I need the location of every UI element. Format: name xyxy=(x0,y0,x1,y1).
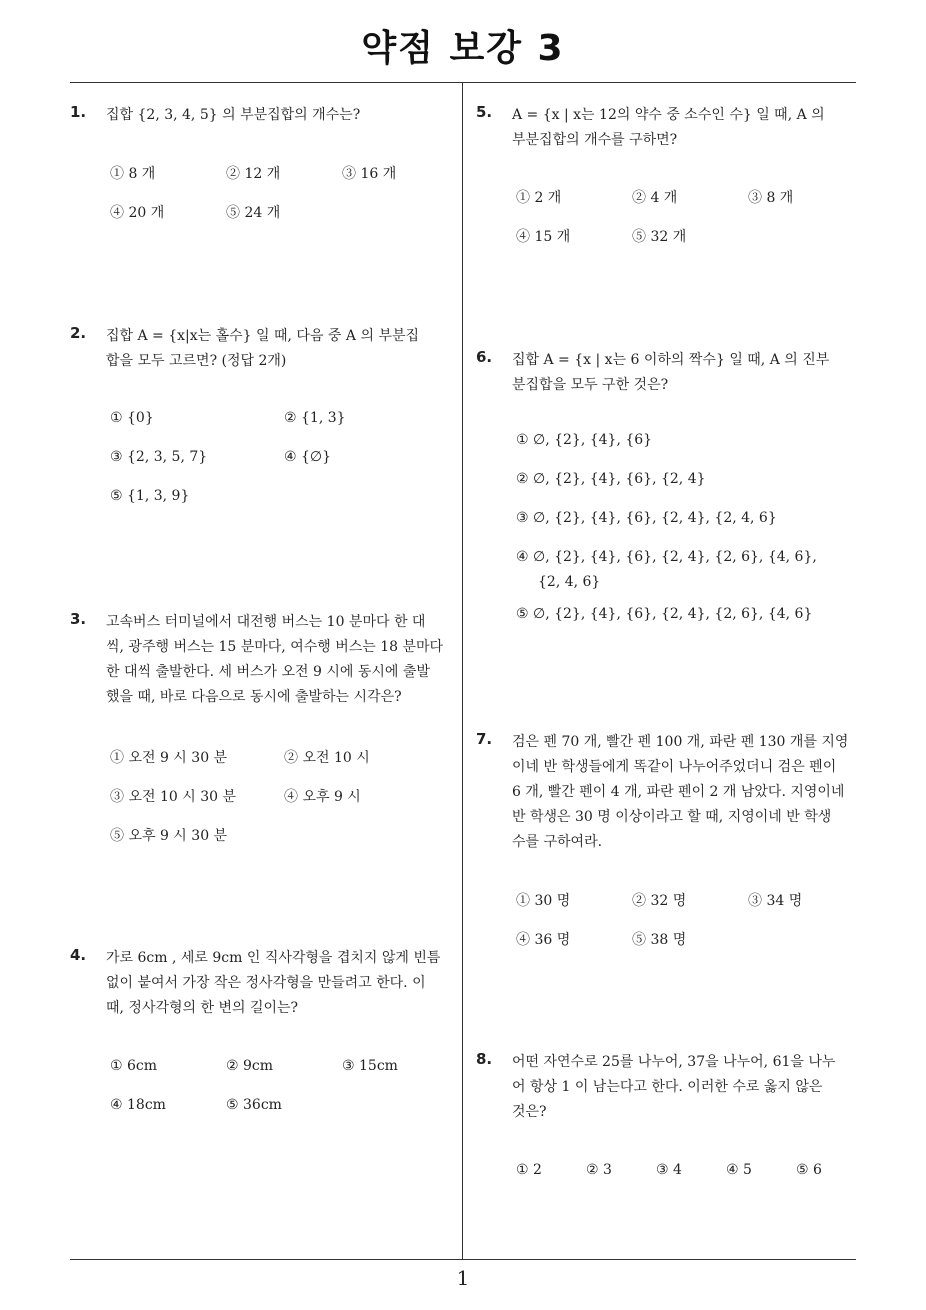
option-text: 24 개 xyxy=(244,205,281,221)
option-text: 4 xyxy=(673,1162,682,1178)
question-line: 합을 모두 고르면? (정답 2개) xyxy=(106,353,287,369)
page-title: 약점 보강 3 xyxy=(361,28,565,69)
question-line: 분집합을 모두 구한 것은? xyxy=(512,377,669,393)
option-text: 18cm xyxy=(127,1097,166,1113)
question-text xyxy=(106,610,443,710)
option-mark: ① xyxy=(110,1058,123,1074)
option-text: 오전 10 시 xyxy=(302,750,370,766)
option-text: 12 개 xyxy=(244,166,281,182)
option-mark: ④ xyxy=(726,1162,739,1178)
option-text: {∅} xyxy=(301,449,332,465)
option-text: 5 xyxy=(743,1162,752,1178)
option-mark: ② xyxy=(516,471,529,487)
option-1[interactable] xyxy=(110,163,155,183)
option-mark: ④ xyxy=(284,789,298,805)
option-text: ∅, {2}, {4}, {6}, {2, 4}, {2, 6}, {4, 6}, xyxy=(533,549,817,565)
option-mark: ③ xyxy=(342,166,356,182)
option-mark: ⑤ xyxy=(796,1162,809,1178)
page-number: 1 xyxy=(456,1266,470,1290)
option-1[interactable] xyxy=(516,890,570,910)
option-text: {1, 3, 9} xyxy=(127,488,190,504)
question-line: 한 대씩 출발한다. 세 버스가 오전 9 시에 동시에 출발 xyxy=(106,664,430,680)
option-text: 오후 9 시 30 분 xyxy=(128,828,228,844)
option-text: 16 개 xyxy=(360,166,397,182)
option-mark: ② xyxy=(226,166,240,182)
question-number: 1. xyxy=(70,103,87,121)
question-line: 집합 {2, 3, 4, 5} 의 부분집합의 개수는? xyxy=(106,107,361,123)
option-text: {2, 3, 5, 7} xyxy=(127,449,208,465)
option-text: 32 개 xyxy=(650,229,687,245)
question-line: 검은 펜 70 개, 빨간 펜 100 개, 파란 펜 130 개를 지영 xyxy=(512,734,849,750)
option-3[interactable] xyxy=(342,163,396,183)
option-5[interactable] xyxy=(226,202,280,222)
header-rule xyxy=(70,82,856,83)
option-mark: ③ xyxy=(110,789,124,805)
option-4[interactable] xyxy=(516,929,570,949)
option-4[interactable] xyxy=(284,786,361,806)
option-mark: ⑤ xyxy=(632,932,646,948)
option-text: 20 개 xyxy=(128,205,165,221)
question-line: 집합 A = {x|x는 홀수} 일 때, 다음 중 A 의 부분집 xyxy=(106,328,420,344)
option-3[interactable] xyxy=(748,890,802,910)
question-line: 어떤 자연수로 25를 나누어, 37을 나누어, 61을 나누 xyxy=(512,1054,836,1070)
option-mark: ⑤ xyxy=(110,828,124,844)
option-2[interactable] xyxy=(284,410,346,426)
option-1[interactable] xyxy=(516,432,652,448)
option-mark: ⑤ xyxy=(632,229,646,245)
question-line: 집합 A = {x | x는 6 이하의 짝수} 일 때, A 의 진부 xyxy=(512,352,830,368)
question-number: 7. xyxy=(476,730,493,748)
question-number: 3. xyxy=(70,610,87,628)
option-mark: ② xyxy=(226,1058,239,1074)
option-4[interactable] xyxy=(516,549,817,565)
option-mark: ② xyxy=(632,190,646,206)
option-text: 15 개 xyxy=(534,229,571,245)
option-4[interactable] xyxy=(726,1162,752,1178)
question-line: 것은? xyxy=(512,1104,547,1120)
option-text: 오전 9 시 30 분 xyxy=(128,750,228,766)
question-number: 8. xyxy=(476,1050,493,1068)
option-mark: ④ xyxy=(284,449,297,465)
option-2[interactable] xyxy=(226,163,280,183)
question-line: 반 학생은 30 명 이상이라고 할 때, 지영이네 반 학생 xyxy=(512,809,832,825)
option-text: 6 xyxy=(813,1162,822,1178)
option-text: ∅, {2}, {4}, {6}, {2, 4} xyxy=(533,471,706,487)
option-2[interactable] xyxy=(632,890,686,910)
question-text xyxy=(106,103,360,128)
option-3[interactable] xyxy=(110,786,236,806)
option-text: 2 xyxy=(533,1162,542,1178)
question-line: 수를 구하여라. xyxy=(512,834,603,850)
option-2[interactable] xyxy=(284,747,370,767)
option-text: 3 xyxy=(603,1162,612,1178)
option-mark: ④ xyxy=(516,229,530,245)
option-2[interactable] xyxy=(586,1162,612,1178)
question-line: 이네 반 학생들에게 똑같이 나누어주었더니 검은 펜이 xyxy=(512,759,837,775)
option-text: {2, 4, 6} xyxy=(538,574,601,590)
option-4[interactable] xyxy=(110,1097,166,1113)
option-5[interactable] xyxy=(632,929,686,949)
option-mark: ④ xyxy=(516,549,529,565)
option-2[interactable] xyxy=(226,1058,273,1074)
option-text: 9cm xyxy=(243,1058,274,1074)
option-4-continued xyxy=(538,574,600,590)
option-mark: ④ xyxy=(110,205,124,221)
option-text: 30 명 xyxy=(534,893,571,909)
option-text: 38 명 xyxy=(650,932,687,948)
option-mark: ③ xyxy=(748,893,762,909)
option-mark: ⑤ xyxy=(226,1097,239,1113)
option-5[interactable] xyxy=(796,1162,822,1178)
option-5[interactable] xyxy=(110,825,227,845)
option-5[interactable] xyxy=(516,606,812,622)
option-5[interactable] xyxy=(226,1097,282,1113)
question-text xyxy=(512,103,825,153)
option-text: ∅, {2}, {4}, {6}, {2, 4}, {2, 6}, {4, 6} xyxy=(533,606,813,622)
option-text: ∅, {2}, {4}, {6} xyxy=(533,432,653,448)
option-mark: ③ xyxy=(342,1058,355,1074)
column-divider xyxy=(462,82,463,1260)
question-line: 씩, 광주행 버스는 15 분마다, 여수행 버스는 18 분마다 xyxy=(106,639,444,655)
question-number: 4. xyxy=(70,946,87,964)
option-mark: ① xyxy=(516,432,529,448)
option-mark: ② xyxy=(632,893,646,909)
option-mark: ① xyxy=(516,190,530,206)
option-1[interactable] xyxy=(516,1162,542,1178)
option-text: 4 개 xyxy=(650,190,678,206)
option-1[interactable] xyxy=(110,1058,157,1074)
option-5[interactable] xyxy=(632,226,686,246)
option-text: 8 개 xyxy=(128,166,156,182)
option-4[interactable] xyxy=(284,449,331,465)
option-mark: ② xyxy=(586,1162,599,1178)
option-text: 오전 10 시 30 분 xyxy=(128,789,236,805)
option-text: {1, 3} xyxy=(301,410,346,426)
question-number: 2. xyxy=(70,324,87,342)
option-mark: ③ xyxy=(516,510,529,526)
option-mark: ⑤ xyxy=(226,205,240,221)
option-text: 8 개 xyxy=(766,190,794,206)
option-4[interactable] xyxy=(516,226,570,246)
question-line: 고속버스 터미널에서 대전행 버스는 10 분마다 한 대 xyxy=(106,614,426,630)
question-line: 했을 때, 바로 다음으로 동시에 출발하는 시각은? xyxy=(106,689,402,705)
option-mark: ③ xyxy=(656,1162,669,1178)
footer-rule xyxy=(70,1259,856,1260)
question-line: 부분집합의 개수를 구하면? xyxy=(512,132,678,148)
option-mark: ③ xyxy=(748,190,762,206)
option-mark: ② xyxy=(284,750,298,766)
option-5[interactable] xyxy=(110,488,189,504)
question-line: 가로 6cm , 세로 9cm 인 직사각형을 겹치지 않게 빈틈 xyxy=(106,950,441,966)
option-mark: ⑤ xyxy=(110,488,123,504)
option-mark: ④ xyxy=(110,1097,123,1113)
option-mark: ① xyxy=(110,750,124,766)
option-1[interactable] xyxy=(110,410,154,426)
option-2[interactable] xyxy=(516,471,706,487)
question-text xyxy=(512,1050,835,1125)
option-4[interactable] xyxy=(110,202,164,222)
option-text: 오후 9 시 xyxy=(302,789,361,805)
option-mark: ② xyxy=(284,410,297,426)
option-mark: ① xyxy=(110,410,123,426)
option-text: 34 명 xyxy=(766,893,803,909)
option-1[interactable] xyxy=(516,187,561,207)
question-text xyxy=(512,348,829,398)
option-text: 36cm xyxy=(243,1097,282,1113)
option-mark: ① xyxy=(110,166,124,182)
option-text: 36 명 xyxy=(534,932,571,948)
option-3[interactable] xyxy=(110,449,207,465)
option-mark: ① xyxy=(516,1162,529,1178)
question-text xyxy=(106,324,419,374)
option-text: 6cm xyxy=(127,1058,158,1074)
option-3[interactable] xyxy=(748,187,793,207)
option-text: 2 개 xyxy=(534,190,562,206)
question-line: 때, 정사각형의 한 변의 길이는? xyxy=(106,1000,299,1016)
option-1[interactable] xyxy=(110,747,227,767)
option-mark: ④ xyxy=(516,932,530,948)
question-line: 없이 붙여서 가장 작은 정사각형을 만들려고 한다. 이 xyxy=(106,975,426,991)
question-text xyxy=(106,946,440,1021)
option-mark: ⑤ xyxy=(516,606,529,622)
option-3[interactable] xyxy=(516,510,777,526)
option-mark: ③ xyxy=(110,449,123,465)
question-number: 5. xyxy=(476,103,493,121)
option-text: ∅, {2}, {4}, {6}, {2, 4}, {2, 4, 6} xyxy=(533,510,777,526)
question-text xyxy=(512,730,848,855)
option-3[interactable] xyxy=(656,1162,682,1178)
option-3[interactable] xyxy=(342,1058,398,1074)
question-line: 6 개, 빨간 펜이 4 개, 파란 펜이 2 개 남았다. 지영이네 xyxy=(512,784,845,800)
option-text: 15cm xyxy=(359,1058,398,1074)
option-text: 32 명 xyxy=(650,893,687,909)
option-text: {0} xyxy=(127,410,154,426)
option-2[interactable] xyxy=(632,187,677,207)
option-mark: ① xyxy=(516,893,530,909)
question-line: 어 항상 1 이 남는다고 한다. 이러한 수로 옳지 않은 xyxy=(512,1079,823,1095)
question-line: A = {x | x는 12의 약수 중 소수인 수} 일 때, A 의 xyxy=(512,107,825,123)
question-number: 6. xyxy=(476,348,493,366)
